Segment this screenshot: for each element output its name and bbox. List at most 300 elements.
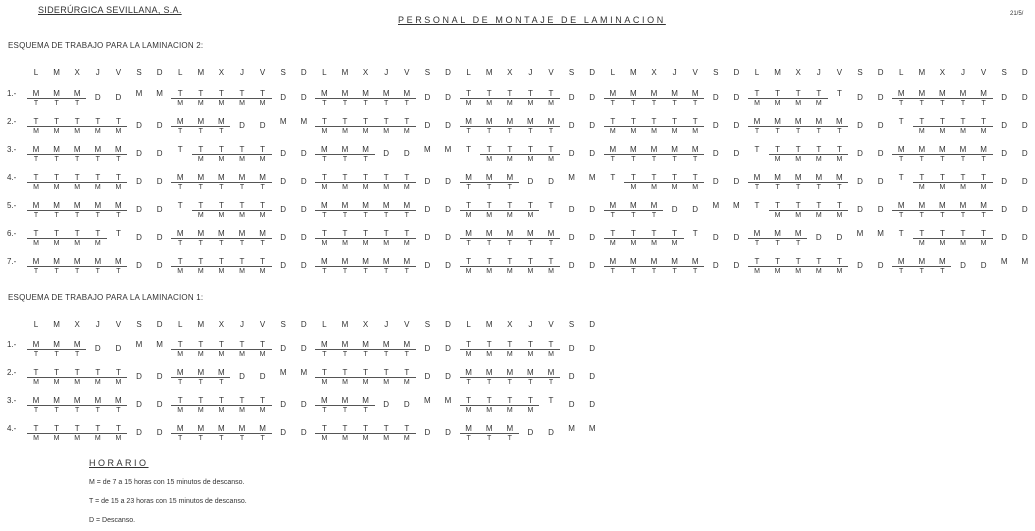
shift-top: M	[527, 229, 534, 238]
shift-cell: D	[1001, 121, 1008, 130]
shift-top: M	[32, 257, 40, 266]
shift-bottom: T	[363, 100, 368, 107]
shift-bottom: M	[321, 240, 328, 247]
shift-bottom: M	[197, 268, 204, 275]
shift-bottom: T	[239, 435, 245, 442]
shift-bottom: T	[631, 156, 636, 163]
shift-top: M	[650, 257, 658, 266]
shift-divider	[315, 182, 415, 183]
shift-bottom: T	[219, 435, 224, 442]
shift-divider	[769, 154, 849, 155]
shift-cell: D	[815, 233, 822, 242]
shift-bottom: T	[487, 184, 492, 191]
shift-top: T	[95, 229, 101, 238]
shift-cell: D	[445, 233, 451, 242]
shift-top: M	[73, 201, 81, 210]
shift-top: T	[651, 173, 657, 182]
shift-divider	[27, 349, 86, 350]
shift-cell: D	[239, 121, 245, 130]
shift-top: M	[73, 89, 81, 98]
shift-bottom: T	[178, 435, 183, 442]
day-header: L	[322, 320, 327, 329]
shift-top: T	[754, 89, 760, 98]
shift-bottom: T	[384, 268, 389, 275]
shift-cell: T	[898, 229, 904, 238]
shift-bottom: M	[383, 184, 390, 191]
legend-title: HORARIO	[89, 458, 149, 468]
shift-bottom: T	[33, 351, 39, 358]
shift-top: M	[897, 145, 905, 154]
shift-top: T	[260, 257, 266, 266]
shift-bottom: M	[383, 379, 390, 386]
shift-bottom: M	[836, 268, 843, 275]
shift-cell: D	[671, 205, 678, 214]
shift-bottom: M	[527, 100, 534, 107]
shift-bottom: M	[795, 100, 802, 107]
shift-cell: T	[548, 396, 554, 405]
shift-top: M	[753, 173, 761, 182]
shift-bottom: T	[796, 240, 801, 247]
shift-divider	[769, 210, 849, 211]
shift-bottom: T	[981, 100, 986, 107]
shift-bottom: M	[362, 128, 369, 135]
shift-top: T	[33, 173, 39, 182]
shift-top: T	[466, 201, 472, 210]
shift-top: T	[981, 229, 987, 238]
shift-bottom: M	[115, 379, 122, 386]
shift-bottom: M	[115, 128, 122, 135]
shift-bottom: M	[754, 268, 760, 275]
shift-top: M	[341, 201, 349, 210]
row-label: 1.-	[7, 340, 17, 349]
shift-top: M	[918, 89, 926, 98]
day-header: J	[384, 320, 389, 329]
shift-divider	[480, 154, 560, 155]
shift-cell: D	[445, 205, 451, 214]
shift-cell: D	[300, 400, 307, 409]
day-header: L	[177, 68, 183, 77]
shift-top: T	[218, 340, 224, 349]
shift-divider	[913, 182, 993, 183]
shift-bottom: M	[795, 156, 802, 163]
shift-bottom: M	[506, 268, 513, 275]
day-header: D	[589, 68, 596, 77]
shift-bottom: M	[177, 407, 184, 414]
shift-top: T	[363, 173, 369, 182]
shift-divider	[315, 98, 415, 99]
shift-cell: D	[1021, 93, 1028, 102]
shift-cell: D	[280, 149, 287, 158]
shift-bottom: T	[507, 435, 512, 442]
shift-bottom: M	[527, 156, 534, 163]
shift-bottom: M	[815, 268, 822, 275]
shift-divider	[913, 238, 993, 239]
shift-top: T	[795, 257, 801, 266]
shift-divider	[604, 266, 704, 267]
shift-bottom: T	[899, 212, 904, 219]
day-header: L	[466, 68, 471, 77]
shift-divider	[624, 182, 704, 183]
shift-top: M	[671, 145, 678, 154]
shift-bottom: M	[465, 407, 472, 414]
shift-bottom: T	[178, 240, 183, 247]
row-label: 5.-	[7, 201, 17, 210]
shift-bottom: T	[363, 212, 368, 219]
shift-bottom: M	[548, 351, 554, 358]
shift-top: T	[321, 424, 327, 433]
shift-cell: D	[136, 372, 142, 381]
shift-bottom: T	[775, 184, 780, 191]
shift-cell: D	[424, 261, 431, 270]
shift-bottom: T	[260, 184, 265, 191]
shift-divider	[460, 126, 560, 127]
shift-bottom: M	[33, 240, 39, 247]
shift-cell: D	[733, 93, 740, 102]
shift-bottom: T	[33, 212, 39, 219]
shift-bottom: T	[528, 128, 533, 135]
shift-bottom: T	[651, 100, 657, 107]
shift-bottom: T	[466, 184, 471, 191]
shift-top: M	[939, 201, 946, 210]
day-header: X	[74, 320, 80, 329]
shift-divider	[27, 98, 86, 99]
shift-top: M	[32, 145, 40, 154]
shift-top: T	[363, 229, 369, 238]
shift-cell: D	[445, 93, 451, 102]
shift-bottom: T	[178, 128, 183, 135]
day-header: V	[404, 320, 410, 329]
shift-top: M	[321, 257, 328, 266]
shift-divider	[27, 126, 127, 127]
shift-bottom: T	[631, 268, 636, 275]
shift-cell: M	[733, 201, 740, 210]
shift-top: T	[630, 173, 636, 182]
document-title: PERSONAL DE MONTAJE DE LAMINACION	[398, 15, 666, 25]
shift-top: M	[197, 368, 205, 377]
shift-bottom: M	[939, 128, 946, 135]
shift-top: T	[651, 229, 657, 238]
shift-bottom: M	[465, 351, 472, 358]
shift-bottom: T	[631, 100, 636, 107]
shift-cell: D	[424, 93, 431, 102]
shift-top: M	[53, 257, 60, 266]
shift-bottom: M	[321, 379, 328, 386]
shift-top: M	[32, 340, 40, 349]
shift-top: M	[465, 229, 472, 238]
shift-bottom: M	[692, 184, 699, 191]
shift-bottom: T	[404, 351, 409, 358]
shift-top: M	[218, 117, 225, 126]
shift-top: M	[506, 229, 514, 238]
shift-bottom: M	[74, 240, 81, 247]
shift-cell: M	[424, 396, 431, 405]
shift-top: T	[527, 340, 533, 349]
shift-bottom: T	[487, 128, 492, 135]
shift-top: T	[260, 145, 266, 154]
shift-top: T	[115, 173, 121, 182]
shift-cell: D	[1001, 149, 1008, 158]
shift-top: M	[403, 201, 411, 210]
shift-top: M	[980, 145, 987, 154]
day-header: M	[197, 68, 205, 77]
shift-top: M	[94, 201, 102, 210]
shift-top: T	[548, 145, 554, 154]
shift-divider	[27, 154, 127, 155]
shift-top: T	[198, 257, 204, 266]
shift-bottom: M	[774, 212, 781, 219]
row-label: 6.-	[7, 229, 17, 238]
shift-top: M	[115, 396, 122, 405]
shift-top: M	[32, 396, 40, 405]
shift-top: M	[321, 201, 328, 210]
shift-bottom: T	[33, 407, 39, 414]
shift-bottom: M	[33, 184, 39, 191]
day-header: S	[424, 68, 431, 77]
shift-bottom: T	[54, 156, 59, 163]
shift-bottom: T	[384, 212, 389, 219]
shift-cell: D	[1021, 205, 1028, 214]
shift-top: T	[115, 368, 121, 377]
shift-top: T	[239, 89, 245, 98]
shift-cell: D	[857, 205, 863, 214]
day-header: M	[918, 68, 926, 77]
shift-top: M	[506, 117, 514, 126]
shift-top: T	[321, 368, 327, 377]
shift-bottom: M	[836, 212, 843, 219]
shift-cell: D	[857, 177, 863, 186]
day-header: V	[259, 320, 266, 329]
shift-cell: D	[857, 149, 863, 158]
shift-top: M	[794, 173, 802, 182]
shift-divider	[604, 238, 684, 239]
shift-bottom: M	[939, 240, 946, 247]
day-header: X	[651, 68, 657, 77]
shift-divider	[315, 266, 415, 267]
shift-top: M	[959, 89, 967, 98]
shift-bottom: M	[465, 268, 472, 275]
shift-divider	[460, 182, 519, 183]
shift-bottom: M	[486, 407, 493, 414]
shift-cell: D	[589, 261, 596, 270]
shift-bottom: M	[94, 379, 101, 386]
shift-bottom: M	[74, 435, 81, 442]
shift-bottom: T	[816, 184, 821, 191]
shift-bottom: M	[774, 156, 781, 163]
shift-top: T	[33, 368, 39, 377]
day-header: V	[115, 320, 122, 329]
shift-bottom: M	[259, 268, 266, 275]
shift-top: T	[198, 89, 204, 98]
shift-divider	[171, 433, 271, 434]
shift-cell: D	[1021, 149, 1028, 158]
shift-top: T	[981, 117, 987, 126]
shift-cell: D	[589, 400, 596, 409]
shift-bottom: M	[321, 184, 328, 191]
shift-cell: D	[156, 261, 163, 270]
shift-bottom: T	[754, 240, 760, 247]
shift-top: T	[260, 89, 266, 98]
shift-bottom: T	[919, 268, 924, 275]
row-label: 2.-	[7, 117, 17, 126]
shift-top: M	[691, 89, 699, 98]
shift-bottom: T	[651, 156, 657, 163]
shift-top: T	[486, 201, 492, 210]
day-header: S	[136, 68, 142, 77]
shift-cell: D	[980, 261, 987, 270]
row-label: 7.-	[7, 257, 17, 266]
day-header: J	[384, 68, 389, 77]
shift-top: M	[939, 257, 946, 266]
shift-divider	[913, 126, 993, 127]
shift-divider	[315, 154, 374, 155]
shift-cell: D	[548, 177, 554, 186]
shift-bottom: T	[342, 212, 348, 219]
day-header: L	[466, 320, 471, 329]
shift-top: T	[527, 257, 533, 266]
shift-bottom: T	[95, 407, 100, 414]
shift-bottom: M	[197, 407, 204, 414]
shift-cell: D	[280, 261, 287, 270]
shift-cell: M	[568, 173, 575, 182]
day-header: J	[240, 68, 244, 77]
shift-top: T	[960, 173, 966, 182]
shift-top: M	[609, 257, 617, 266]
shift-divider	[27, 433, 127, 434]
shift-bottom: M	[960, 240, 966, 247]
shift-bottom: T	[116, 268, 121, 275]
shift-cell: M	[156, 340, 163, 349]
shift-bottom: M	[836, 156, 843, 163]
shift-cell: D	[424, 121, 431, 130]
day-header: M	[53, 320, 60, 329]
shift-bottom: M	[53, 435, 60, 442]
shift-divider	[604, 126, 704, 127]
shift-bottom: M	[651, 128, 657, 135]
row-label: 3.-	[7, 396, 17, 405]
day-header: J	[528, 320, 533, 329]
shift-bottom: M	[486, 268, 493, 275]
shift-cell: D	[877, 93, 884, 102]
shift-bottom: M	[548, 268, 554, 275]
day-header: X	[507, 320, 513, 329]
shift-top: M	[650, 145, 658, 154]
shift-cell: M	[568, 424, 575, 433]
shift-top: T	[919, 117, 925, 126]
day-header: M	[341, 68, 349, 77]
shift-bottom: M	[795, 268, 802, 275]
shift-cell: D	[156, 177, 163, 186]
shift-cell: D	[424, 372, 431, 381]
shift-divider	[892, 266, 951, 267]
shift-bottom: M	[671, 184, 678, 191]
legend-item-d: D = Descanso.	[89, 517, 136, 524]
shift-bottom: M	[815, 212, 822, 219]
shift-bottom: M	[403, 435, 410, 442]
shift-bottom: M	[218, 407, 225, 414]
shift-bottom: T	[940, 156, 945, 163]
shift-top: T	[342, 117, 348, 126]
shift-bottom: M	[74, 184, 81, 191]
shift-top: T	[919, 229, 925, 238]
shift-divider	[27, 210, 127, 211]
shift-bottom: T	[384, 351, 389, 358]
shift-bottom: T	[95, 268, 100, 275]
shift-cell: D	[712, 177, 719, 186]
shift-top: T	[630, 117, 636, 126]
shift-bottom: T	[219, 128, 224, 135]
shift-cell: D	[445, 121, 451, 130]
shift-divider	[171, 238, 271, 239]
shift-bottom: T	[899, 268, 904, 275]
section-title-laminacion-1: ESQUEMA DE TRABAJO PARA LA LAMINACION 1:	[8, 293, 204, 302]
shift-bottom: T	[198, 240, 203, 247]
shift-cell: D	[136, 205, 142, 214]
shift-bottom: T	[198, 435, 203, 442]
day-header: X	[362, 68, 369, 77]
shift-top: T	[507, 89, 513, 98]
shift-bottom: M	[506, 407, 513, 414]
shift-bottom: M	[259, 212, 266, 219]
shift-top: M	[115, 201, 122, 210]
shift-top: T	[95, 173, 101, 182]
shift-top: M	[259, 229, 266, 238]
shift-top: T	[54, 424, 60, 433]
shift-cell: D	[115, 93, 122, 102]
shift-top: M	[382, 340, 390, 349]
shift-top: T	[115, 117, 121, 126]
shift-top: M	[53, 396, 60, 405]
shift-cell: D	[1021, 121, 1028, 130]
shift-top: T	[33, 229, 39, 238]
shift-top: M	[836, 173, 843, 182]
day-header: V	[980, 68, 987, 77]
shift-top: T	[383, 173, 389, 182]
shift-bottom: T	[33, 268, 39, 275]
section-title-laminacion-2: ESQUEMA DE TRABAJO PARA LA LAMINACION 2:	[8, 41, 204, 50]
shift-top: T	[775, 89, 781, 98]
shift-cell: D	[136, 149, 142, 158]
shift-cell: T	[115, 229, 121, 238]
shift-bottom: T	[178, 184, 183, 191]
shift-cell: D	[733, 177, 740, 186]
shift-cell: D	[300, 149, 307, 158]
shift-cell: D	[424, 205, 431, 214]
day-header: S	[713, 68, 719, 77]
shift-top: T	[342, 368, 348, 377]
shift-top: M	[176, 424, 184, 433]
shift-cell: D	[300, 428, 307, 437]
shift-cell: D	[383, 400, 390, 409]
shift-bottom: M	[239, 351, 245, 358]
shift-bottom: T	[363, 351, 368, 358]
shift-cell: D	[136, 233, 142, 242]
shift-cell: D	[259, 121, 266, 130]
day-header: S	[136, 320, 142, 329]
day-header: D	[300, 320, 307, 329]
shift-bottom: T	[116, 212, 121, 219]
shift-bottom: T	[919, 156, 924, 163]
shift-top: M	[774, 173, 781, 182]
shift-top: T	[239, 340, 245, 349]
shift-top: T	[342, 424, 348, 433]
shift-cell: M	[444, 396, 452, 405]
shift-cell: D	[445, 177, 451, 186]
day-header: J	[240, 320, 244, 329]
shift-top: T	[342, 229, 348, 238]
shift-cell: D	[300, 233, 307, 242]
shift-divider	[315, 405, 374, 406]
shift-top: T	[404, 424, 410, 433]
